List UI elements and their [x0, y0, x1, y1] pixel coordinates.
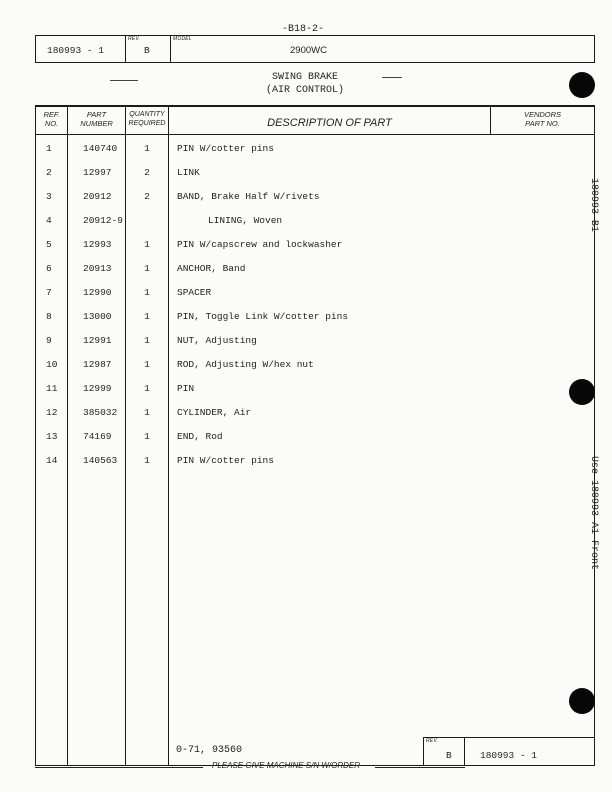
column-header-part-number: PART NUMBER [80, 110, 113, 128]
row-part-number: 140740 [83, 143, 118, 154]
row-description: LINING, Woven [208, 215, 283, 226]
row-description: PIN [177, 383, 195, 394]
row-quantity: 1 [144, 431, 150, 442]
row-description: CYLINDER, Air [177, 407, 252, 418]
row-quantity: 2 [144, 191, 150, 202]
row-ref-no: 5 [46, 239, 52, 250]
row-quantity: 1 [144, 311, 150, 322]
row-description: ANCHOR, Band [177, 263, 246, 274]
side-label-lower: Use 180993 A1 Front [588, 456, 599, 571]
row-ref-no: 12 [46, 407, 58, 418]
row-quantity: 1 [144, 239, 150, 250]
title-line-2: (AIR CONTROL) [265, 85, 344, 96]
row-ref-no: 6 [46, 263, 52, 274]
header-model-label: MODEL [173, 36, 192, 42]
row-part-number: 385032 [83, 407, 118, 418]
row-part-number: 12999 [83, 383, 112, 394]
row-part-number: 12987 [83, 359, 112, 370]
row-quantity: 1 [144, 455, 150, 466]
row-ref-no: 7 [46, 287, 52, 298]
column-header-description: DESCRIPTION OF PART [267, 117, 392, 129]
row-quantity: 1 [144, 335, 150, 346]
row-quantity: 1 [144, 359, 150, 370]
row-ref-no: 8 [46, 311, 52, 322]
row-part-number: 74169 [83, 431, 112, 442]
row-ref-no: 2 [46, 167, 52, 178]
row-ref-no: 4 [46, 215, 52, 226]
row-description: PIN W/cotter pins [177, 143, 274, 154]
row-quantity: 1 [144, 287, 150, 298]
row-description: NUT, Adjusting [177, 335, 257, 346]
row-part-number: 12991 [83, 335, 112, 346]
row-description: ROD, Adjusting W/hex nut [177, 359, 314, 370]
footer-notice: PLEASE GIVE MACHINE S/N W/ORDER [212, 761, 361, 770]
row-ref-no: 13 [46, 431, 58, 442]
row-ref-no: 10 [46, 359, 58, 370]
row-part-number: 20913 [83, 263, 112, 274]
column-header-ref-no: REF. NO. [43, 110, 60, 128]
header-model-value: 2900WC [290, 45, 327, 56]
row-description: PIN W/capscrew and lockwasher [177, 239, 343, 250]
footer-rev-label: REV. [426, 738, 439, 744]
binder-hole-bottom [569, 688, 595, 714]
footer-date-code: 0-71, 93560 [176, 745, 243, 756]
row-part-number: 12997 [83, 167, 112, 178]
row-quantity: 1 [144, 263, 150, 274]
row-part-number: 20912-9 [83, 215, 123, 226]
row-description: PIN, Toggle Link W/cotter pins [177, 311, 349, 322]
row-quantity: 1 [144, 383, 150, 394]
row-ref-no: 9 [46, 335, 52, 346]
row-description: PIN W/cotter pins [177, 455, 274, 466]
row-part-number: 13000 [83, 311, 112, 322]
title-line-1: SWING BRAKE [271, 72, 338, 83]
row-quantity: 1 [144, 143, 150, 154]
row-ref-no: 3 [46, 191, 52, 202]
row-ref-no: 11 [46, 383, 58, 394]
side-label-upper: 180993 B1 [588, 178, 599, 233]
footer-rev-value: B [446, 750, 452, 761]
row-ref-no: 1 [46, 143, 52, 154]
column-header-quantity: QUANTITY REQUIRED [128, 111, 166, 127]
row-description: LINK [177, 167, 200, 178]
footer-doc-number: 180993 - 1 [480, 750, 538, 761]
row-quantity: 1 [144, 407, 150, 418]
row-description: END, Rod [177, 431, 223, 442]
row-ref-no: 14 [46, 455, 58, 466]
header-doc-number: 180993 - 1 [47, 45, 105, 56]
binder-hole-top [569, 72, 595, 98]
header-rev-label: REV. [128, 36, 141, 42]
row-part-number: 20912 [83, 191, 112, 202]
row-description: BAND, Brake Half W/rivets [177, 191, 320, 202]
row-quantity: 2 [144, 167, 150, 178]
page-number: -B18-2- [282, 24, 325, 35]
row-description: SPACER [177, 287, 212, 298]
binder-hole-middle [569, 379, 595, 405]
row-part-number: 140563 [83, 455, 118, 466]
column-header-vendors: VENDORS PART NO. [523, 110, 562, 128]
header-rev-value: B [144, 45, 150, 56]
row-part-number: 12993 [83, 239, 112, 250]
row-part-number: 12990 [83, 287, 112, 298]
